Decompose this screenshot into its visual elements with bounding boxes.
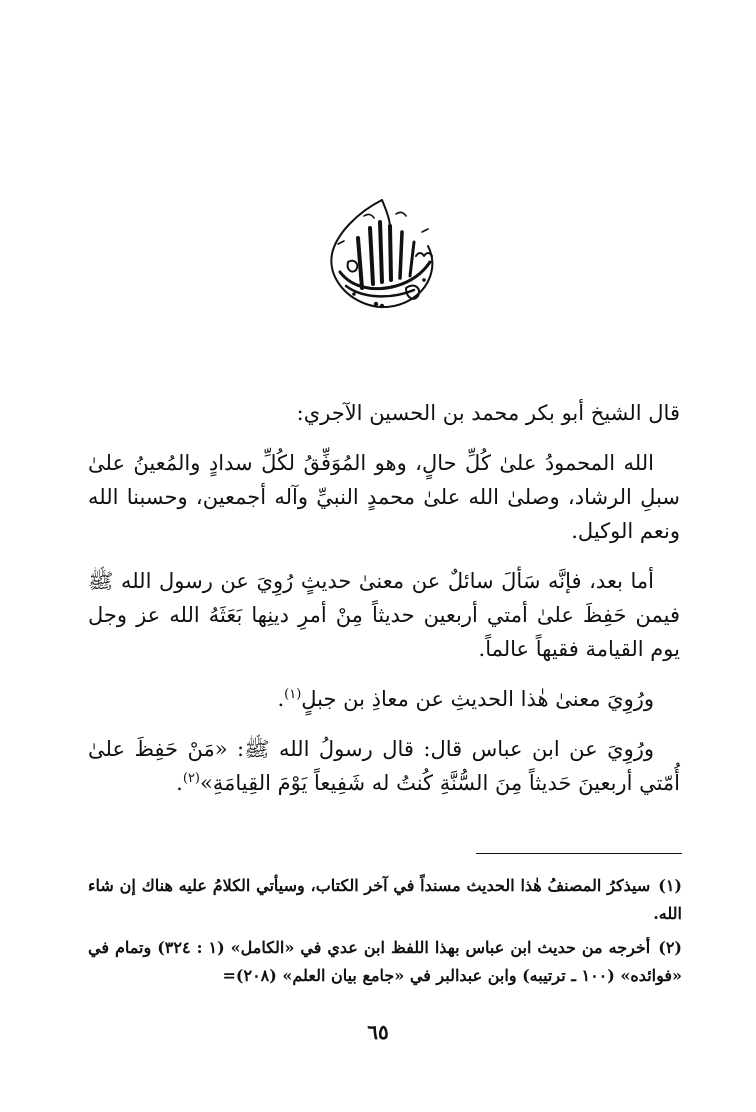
footnote-1-text: سيذكرُ المصنفُ هٰذا الحديث مسنداً في آخر الكتاب، وسيأتي الكلامُ عليه هناك إن شاء الله.	[88, 876, 682, 923]
paragraph-muadh-end: .	[277, 687, 285, 711]
intro-line: قال الشيخ أبو بكر محمد بن الحسين الآجري:	[296, 401, 680, 425]
footnote-1	[88, 872, 682, 928]
footnote-ref-1: (١)	[284, 687, 302, 702]
footnote-2-number: (٢)	[658, 938, 682, 957]
footnote-2-text: أخرجه من حديث ابن عباس بهذا اللفظ ابن عدي في «الكامل» (١ : ٣٢٤) وتمام في «فوائده» (١٠٠ ـ ترتيبه) وابن عبدالبر في «جامع بيان العلم» (٢٠٨)=	[88, 938, 682, 985]
footnote-1-number: (١)	[658, 876, 682, 895]
paragraph-ibn-abbas-end: .	[176, 771, 183, 795]
paragraph-question: أما بعد، فإنَّه سَألَ سائلٌ عن معنىٰ حديثٍ رُوِيَ عن رسول الله ﷺ فيمن حَفِظَ علىٰ أمتي أربعين حديثاً مِنْ أمرِ دينِها بَعَثَهُ الله عز وجل يوم القيامة فقيهاً عالماً.	[88, 569, 680, 661]
paragraph-praise: الله المحمودُ علىٰ كُلِّ حالٍ، وهو المُوَفِّقُ لكُلِّ سدادٍ والمُعينُ علىٰ سبلِ الرشاد، وصلىٰ الله علىٰ محمدٍ النبيِّ وآله أجمعين، وحسبنا الله ونعم الوكيل.	[88, 451, 680, 543]
paragraph-muadh-text: ورُوِيَ معنىٰ هٰذا الحديثِ عن معاذِ بن جبلٍ	[301, 687, 654, 711]
footnotes	[88, 872, 682, 996]
basmala-calligraphy-ornament	[318, 192, 450, 318]
page-number: ٦٥	[367, 1020, 389, 1044]
footnote-2	[88, 934, 682, 990]
paragraph-muadh	[88, 682, 680, 716]
main-text	[88, 396, 680, 816]
footnote-separator	[476, 853, 682, 854]
paragraph-ibn-abbas	[88, 732, 680, 800]
paragraph-ibn-abbas-text: ورُوِيَ عن ابن عباس قال: قال رسولُ الله ﷺ: «مَنْ حَفِظَ علىٰ أُمّتي أربعينَ حَديثاً مِنَ السُّنَّةِ كُنتُ له شَفِيعاً يَوْمَ القِيامَةِ»	[88, 737, 680, 795]
footnote-ref-2: (٢)	[182, 771, 200, 786]
